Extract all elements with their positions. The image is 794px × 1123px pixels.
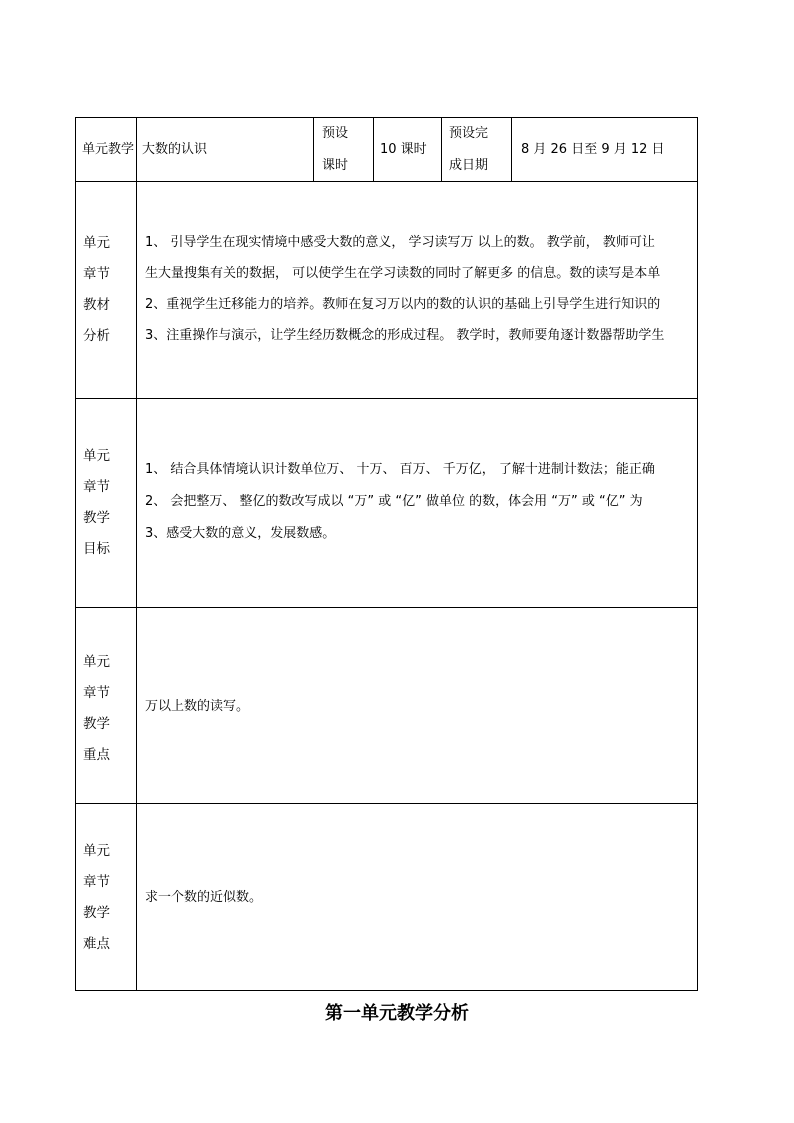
- content-line: 生大量搜集有关的数据， 可以使学生在学习读数的同时了解更多 的信息。数的读写是本单: [145, 266, 661, 281]
- content-line: 3、注重操作与演示，让学生经历数概念的形成过程。 教学时，教师要角逐计数器帮助学生: [145, 328, 665, 343]
- content-line: 1、 引导学生在现实情境中感受大数的意义， 学习读写万 以上的数。 教学前， 教师可让: [145, 235, 655, 250]
- table-border-right: [697, 117, 698, 991]
- date-value: 8 月 26 日至 9 月 12 日: [521, 142, 665, 157]
- content-line: 万以上数的读写。: [145, 699, 250, 714]
- hours-value: 10 课时: [380, 142, 427, 157]
- unit-analysis-table: [75, 117, 698, 991]
- hours-label-line2: 课时: [322, 158, 349, 173]
- content-line: 1、 结合具体情境认识计数单位万、 十万、 百万、 千万亿， 了解十进制计数法；能正确: [145, 462, 655, 477]
- section-content-difficult-points: [137, 804, 697, 990]
- section-content-teaching-goals: [137, 399, 697, 607]
- content-line: 3、感受大数的意义，发展数感。: [145, 526, 336, 541]
- content-line: 2、重视学生迁移能力的培养。教师在复习万以内的数的认识的基础上引导学生进行知识的: [145, 297, 661, 312]
- date-label-line2: 成日期: [449, 158, 489, 173]
- unit-label: 单元教学: [82, 142, 135, 157]
- column-divider: [511, 117, 512, 182]
- column-divider: [373, 117, 374, 182]
- table-border-top: [75, 117, 698, 118]
- section-content-key-points: [137, 608, 697, 803]
- column-divider: [313, 117, 314, 182]
- hours-label-line1: 预设: [322, 126, 349, 141]
- content-line: 求一个数的近似数。: [145, 890, 263, 905]
- section-label-teaching-goals: 单元 章节 教学 目标: [83, 448, 110, 557]
- column-divider: [441, 117, 442, 182]
- date-label-line1: 预设完: [449, 126, 489, 141]
- content-line: 2、 会把整万、 整亿的数改写成以 “万” 或 “亿” 做单位 的数，体会用 “万” 或 “亿” 为: [145, 494, 643, 509]
- unit-name: 大数的认识: [142, 142, 208, 157]
- section-label-key-points: 单元 章节 教学 重点: [83, 654, 110, 763]
- section-content-textbook-analysis: [137, 182, 697, 398]
- table-border-bottom: [75, 990, 698, 991]
- section-label-textbook-analysis: 单元 章节 教材 分析: [83, 235, 110, 344]
- page-title: 第一单元教学分析: [325, 1003, 469, 1024]
- section-label-difficult-points: 单元 章节 教学 难点: [83, 843, 110, 952]
